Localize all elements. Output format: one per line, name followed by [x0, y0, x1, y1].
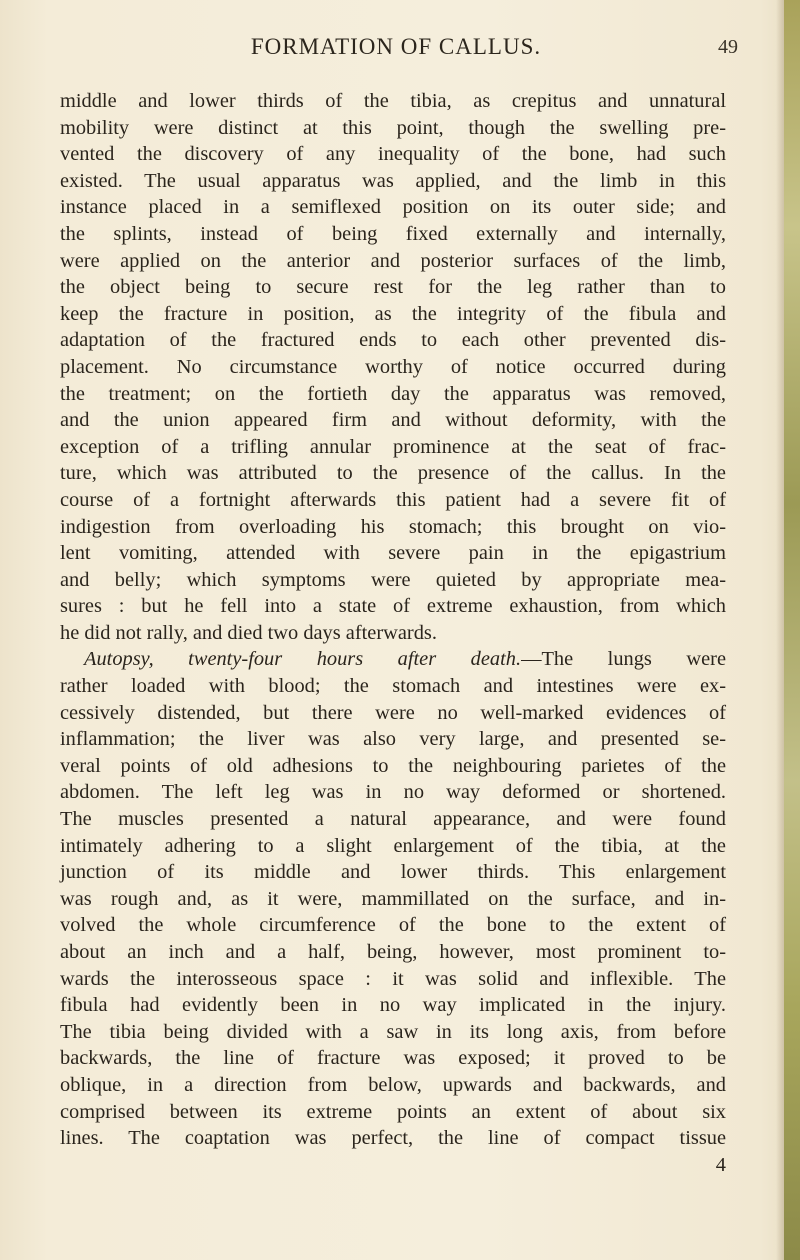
- running-title: FORMATION OF CALLUS.: [250, 34, 542, 59]
- text-line: the object being to secure rest for the leg rather than to: [60, 276, 726, 299]
- autopsy-paragraph-start: [60, 646, 726, 673]
- page-number: 49: [718, 36, 738, 58]
- text-line: The muscles presented a natural appearance, and were found: [60, 808, 726, 831]
- text-line: about an inch and a half, being, however, most prominent to-: [60, 941, 726, 963]
- text-line: fibula had evidently been in no way implicated in the injury.: [60, 994, 726, 1017]
- autopsy-heading: Autopsy, twenty-four hours after death.: [84, 648, 522, 671]
- text-line: wards the interosseous space : it was solid and inflexible. The: [60, 967, 726, 990]
- text-line: lines. The coaptation was perfect, the line of compact tissue: [60, 1127, 726, 1150]
- text-line: junction of its middle and lower thirds. This enlargement: [60, 861, 726, 884]
- text-line: and belly; which symptoms were quieted by appropriate mea-: [60, 568, 726, 591]
- running-head: [52, 34, 740, 70]
- text-line: middle and lower thirds of the tibia, as crepitus and unnatural: [60, 90, 726, 112]
- text-line: placement. No circumstance worthy of notice occurred during: [60, 355, 726, 378]
- text-line: ture, which was attributed to the presence of the callus. In the: [60, 462, 726, 485]
- text-line: was rough and, as it were, mammillated on the surface, and in-: [60, 887, 726, 910]
- page-edge-shadow: [776, 0, 784, 1260]
- text-line: the splints, instead of being fixed externally and internally,: [60, 222, 726, 245]
- text-line: comprised between its extreme points an extent of about six: [60, 1100, 726, 1123]
- text-line: The tibia being divided with a saw in its long axis, from before: [60, 1020, 726, 1043]
- text-line: adaptation of the fractured ends to each other prevented dis-: [60, 329, 726, 352]
- text-line: keep the fracture in position, as the integrity of the fibula and: [60, 302, 726, 325]
- text-line: and the union appeared firm and without deformity, with the: [60, 409, 726, 432]
- text-line: exception of a trifling annular prominence at the seat of frac-: [60, 435, 726, 458]
- text-line: rather loaded with blood; the stomach and intestines were ex-: [60, 675, 726, 698]
- page-edge-strip: [784, 0, 800, 1260]
- text-line: indigestion from overloading his stomach; this brought on vio-: [60, 515, 726, 538]
- text-line: mobility were distinct at this point, though the swelling pre-: [60, 116, 726, 139]
- signature-mark: 4: [715, 1153, 726, 1176]
- text-line: the treatment; on the fortieth day the apparatus was removed,: [60, 382, 726, 405]
- text-line: volved the whole circumference of the bone to the extent of: [60, 914, 726, 937]
- text-line: veral points of old adhesions to the neighbouring parietes of the: [60, 754, 726, 777]
- text-line: vented the discovery of any inequality of the bone, had such: [60, 143, 726, 166]
- text-line: instance placed in a semiflexed position on its outer side; and: [60, 196, 726, 219]
- text-line: sures : but he fell into a state of extreme exhaustion, from which: [60, 595, 726, 618]
- text-line: he did not rally, and died two days afterwards.: [60, 621, 437, 644]
- body-text: [60, 88, 726, 1178]
- autopsy-first-line-rest: —The lungs were: [521, 648, 726, 671]
- text-line: intimately adhering to a slight enlargement of the tibia, at the: [60, 834, 726, 857]
- text-line: course of a fortnight afterwards this patient had a severe fit of: [60, 488, 726, 511]
- text-line: oblique, in a direction from below, upwards and backwards, and: [60, 1073, 726, 1096]
- text-line: cessively distended, but there were no well-marked evidences of: [60, 701, 726, 724]
- text-line: were applied on the anterior and posterior surfaces of the limb,: [60, 249, 726, 272]
- text-line: lent vomiting, attended with severe pain in the epigastrium: [60, 542, 726, 565]
- text-line: abdomen. The left leg was in no way deformed or shortened.: [60, 781, 726, 804]
- text-line: inflammation; the liver was also very large, and presented se-: [60, 728, 726, 751]
- text-line: backwards, the line of fracture was exposed; it proved to be: [60, 1047, 726, 1070]
- text-line: existed. The usual apparatus was applied, and the limb in this: [60, 169, 726, 192]
